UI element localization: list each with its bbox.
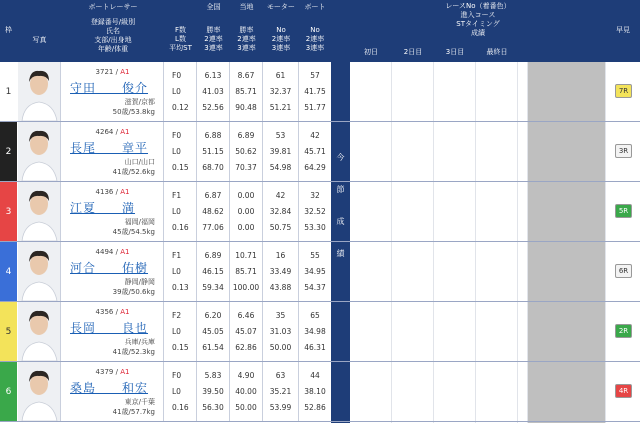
results-row-divider	[350, 182, 606, 242]
waku-number: 2	[0, 122, 17, 181]
national-stats-cell	[197, 182, 230, 241]
motor-stats-cell	[263, 122, 299, 181]
avg-st: 0.12	[172, 103, 189, 112]
registration-class: 4494 / A1	[95, 248, 130, 256]
racer-age-weight: 50歳/53.8kg	[112, 108, 155, 116]
boat-2nd-rate: 34.95	[304, 267, 326, 276]
waku-number: 4	[0, 242, 17, 301]
racer-branch-hometown: 福岡/福岡	[124, 218, 155, 226]
l-count: L0	[172, 87, 181, 96]
local-2nd-rate: 45.07	[235, 327, 257, 336]
local-stats-cell	[230, 242, 263, 301]
registration-number: 4356	[95, 308, 114, 316]
motor-no: 16	[275, 251, 286, 260]
boat-2nd-rate: 45.71	[304, 147, 326, 156]
boat-stats-cell	[299, 62, 331, 121]
racer-branch-hometown: 滋賀/京都	[124, 98, 155, 106]
boat-stats-cell	[299, 362, 331, 421]
racer-age-weight: 41歳/52.6kg	[112, 168, 155, 176]
header-result: 成績	[471, 29, 485, 37]
early-race-badge[interactable]: 5R	[615, 204, 632, 218]
national-2nd-rate: 51.15	[202, 147, 224, 156]
motor-3rd-rate: 50.00	[269, 343, 292, 352]
motor-3rd-rate: 53.99	[269, 403, 292, 412]
motor-no: 63	[275, 371, 286, 380]
racer-info	[62, 122, 164, 181]
registration-class: 4136 / A1	[95, 188, 130, 196]
early-race-column	[606, 62, 640, 423]
header-local: 当地	[239, 3, 254, 11]
local-stats-cell	[230, 122, 263, 181]
racer-branch-hometown: 静岡/静岡	[124, 278, 155, 286]
flst-cell	[164, 122, 197, 181]
header-photo: 写真	[32, 36, 47, 44]
racer-portrait-icon	[18, 122, 61, 181]
registration-number: 4264	[95, 128, 114, 136]
boat-stats-cell	[299, 122, 331, 181]
local-3rd-rate: 90.48	[235, 103, 257, 112]
racer-photo	[18, 122, 61, 181]
registration-number: 4494	[95, 248, 114, 256]
registration-class: 4264 / A1	[95, 128, 130, 136]
motor-no: 42	[275, 191, 286, 200]
boat-3rd-rate: 53.30	[304, 223, 326, 232]
results-row-divider	[350, 302, 606, 362]
national-win-rate: 6.89	[204, 251, 222, 260]
local-win-rate: 8.67	[237, 71, 255, 80]
early-race-badge[interactable]: 4R	[615, 384, 632, 398]
racer-branch-hometown: 兵庫/兵庫	[124, 338, 155, 346]
boat-stats-cell	[299, 182, 331, 241]
local-2nd-rate: 85.71	[235, 267, 257, 276]
registration-class: 4379 / A1	[95, 368, 130, 376]
motor-3rd-rate: 51.21	[269, 103, 292, 112]
session-results-grid	[350, 62, 606, 423]
header-boat-racer: ボートレーサー	[88, 3, 138, 11]
avg-st: 0.15	[172, 343, 189, 352]
national-3rd-rate: 68.70	[202, 163, 224, 172]
header-day1: 初日	[364, 48, 378, 56]
racer-info	[62, 242, 164, 301]
flst-cell	[164, 182, 197, 241]
racer-age-weight: 45歳/54.5kg	[112, 228, 155, 236]
boat-no: 42	[310, 131, 320, 140]
national-3rd-rate: 77.06	[202, 223, 224, 232]
national-win-rate: 6.13	[204, 71, 222, 80]
local-stats-cell	[230, 362, 263, 421]
local-2nd-rate: 50.62	[235, 147, 257, 156]
motor-3rd-rate: 54.98	[269, 163, 292, 172]
registration-number: 4136	[95, 188, 114, 196]
racer-photo	[18, 182, 61, 241]
flst-cell	[164, 302, 197, 361]
national-stats-cell	[197, 242, 230, 301]
waku-number: 1	[0, 62, 17, 121]
header-day2: 2日目	[403, 48, 423, 56]
header-race-no: レースNo（着番色）	[445, 2, 511, 10]
boat-no: 57	[310, 71, 320, 80]
early-race-badge[interactable]: 6R	[615, 264, 632, 278]
boat-2nd-rate: 41.75	[304, 87, 326, 96]
l-count: L0	[172, 327, 181, 336]
local-3rd-rate: 100.00	[232, 283, 260, 292]
header-course: 進入コース	[460, 11, 496, 19]
motor-3rd-rate: 43.88	[269, 283, 292, 292]
waku-number: 3	[0, 182, 17, 241]
motor-2nd-rate: 32.84	[269, 207, 292, 216]
motor-stats-cell	[263, 62, 299, 121]
racer-info	[62, 62, 164, 121]
boat-3rd-rate: 51.77	[304, 103, 326, 112]
racer-photo	[18, 362, 61, 421]
avg-st: 0.15	[172, 163, 189, 172]
early-race-badge[interactable]: 3R	[615, 144, 632, 158]
racer-photo	[18, 62, 61, 121]
registration-number: 3721	[95, 68, 114, 76]
motor-3rd-rate: 50.75	[269, 223, 292, 232]
national-stats-cell	[197, 62, 230, 121]
header-boat: ボート	[304, 3, 326, 11]
flst-cell	[164, 362, 197, 421]
racer-age-weight: 39歳/50.6kg	[112, 288, 155, 296]
national-win-rate: 6.87	[204, 191, 222, 200]
local-win-rate: 6.89	[237, 131, 255, 140]
racer-name-link[interactable]: 河合 佑樹	[70, 261, 149, 275]
motor-2nd-rate: 31.03	[269, 327, 292, 336]
motor-stats-cell	[263, 182, 299, 241]
header-waku: 枠	[5, 26, 12, 34]
f-count: F2	[172, 311, 182, 320]
boat-3rd-rate: 52.86	[304, 403, 326, 412]
national-2nd-rate: 48.62	[202, 207, 224, 216]
racer-info	[62, 362, 164, 421]
national-win-rate: 6.88	[204, 131, 222, 140]
racer-class: A1	[120, 368, 130, 376]
boat-2nd-rate: 38.10	[304, 387, 326, 396]
racer-photo	[18, 302, 61, 361]
local-2nd-rate: 85.71	[235, 87, 257, 96]
local-3rd-rate: 0.00	[237, 223, 255, 232]
early-race-badge[interactable]: 2R	[615, 324, 632, 338]
national-3rd-rate: 52.56	[202, 103, 224, 112]
motor-2nd-rate: 35.21	[269, 387, 292, 396]
national-3rd-rate: 61.54	[202, 343, 224, 352]
results-row-divider	[350, 62, 606, 122]
racer-age-weight: 41歳/52.3kg	[112, 348, 155, 356]
national-2nd-rate: 41.03	[202, 87, 224, 96]
registration-class: 3721 / A1	[95, 68, 130, 76]
local-3rd-rate: 70.37	[235, 163, 257, 172]
racer-class: A1	[120, 128, 130, 136]
motor-no: 53	[275, 131, 286, 140]
waku-number: 6	[0, 362, 17, 421]
racer-name-link[interactable]: 桑島 和宏	[70, 381, 149, 395]
f-count: F1	[172, 251, 182, 260]
early-row-divider	[606, 361, 640, 362]
header-national-sub: 勝率 2連率 3連率	[204, 26, 223, 52]
avg-st: 0.13	[172, 283, 189, 292]
l-count: L0	[172, 267, 181, 276]
separator-char: 節	[336, 185, 345, 194]
boat-3rd-rate: 64.29	[304, 163, 326, 172]
boat-stats-cell	[299, 302, 331, 361]
boat-no: 32	[310, 191, 320, 200]
flst-cell	[164, 62, 197, 121]
flst-cell	[164, 242, 197, 301]
racer-age-weight: 41歳/57.7kg	[112, 408, 155, 416]
local-3rd-rate: 62.86	[235, 343, 257, 352]
header-boat-sub: No 2連率 3連率	[305, 26, 325, 52]
separator-char: 績	[336, 249, 345, 258]
local-win-rate: 6.46	[237, 311, 255, 320]
header-day3: 3日目	[445, 48, 465, 56]
national-2nd-rate: 45.05	[202, 327, 224, 336]
national-3rd-rate: 59.34	[202, 283, 224, 292]
motor-2nd-rate: 33.49	[269, 267, 292, 276]
motor-no: 61	[275, 71, 286, 80]
local-win-rate: 4.90	[237, 371, 255, 380]
header-motor: モーター	[267, 3, 295, 11]
motor-stats-cell	[263, 362, 299, 421]
racer-name-link[interactable]: 江夏 満	[70, 201, 136, 215]
racer-name-link[interactable]: 長岡 良也	[70, 321, 149, 335]
local-stats-cell	[230, 302, 263, 361]
early-row-divider	[606, 121, 640, 122]
national-win-rate: 5.83	[204, 371, 222, 380]
racer-photo	[18, 242, 61, 301]
local-stats-cell	[230, 182, 263, 241]
racer-class: A1	[120, 188, 130, 196]
early-row-divider	[606, 301, 640, 302]
avg-st: 0.16	[172, 403, 189, 412]
local-stats-cell	[230, 62, 263, 121]
local-3rd-rate: 50.00	[235, 403, 257, 412]
avg-st: 0.16	[172, 223, 189, 232]
header-local-sub: 勝率 2連率 3連率	[237, 26, 256, 52]
header-final: 最終日	[486, 48, 508, 56]
header-motor-sub: No 2連率 3連率	[271, 26, 291, 52]
racer-class: A1	[120, 68, 130, 76]
results-row-divider	[350, 362, 606, 422]
local-win-rate: 0.00	[237, 191, 255, 200]
header-national: 全国	[206, 3, 221, 11]
results-row-divider	[350, 122, 606, 182]
header-early: 早見	[616, 26, 630, 34]
l-count: L0	[172, 147, 181, 156]
boat-3rd-rate: 54.37	[304, 283, 326, 292]
motor-stats-cell	[263, 242, 299, 301]
table-header-right	[350, 0, 640, 62]
l-count: L0	[172, 387, 181, 396]
boat-no: 44	[310, 371, 320, 380]
racer-portrait-icon	[18, 242, 61, 301]
racer-portrait-icon	[18, 182, 61, 241]
motor-no: 35	[275, 311, 286, 320]
header-st-timing: STタイミング	[456, 20, 500, 28]
early-row-divider	[606, 241, 640, 242]
results-row-divider	[350, 242, 606, 302]
racer-branch-hometown: 山口/山口	[124, 158, 155, 166]
f-count: F0	[172, 131, 182, 140]
separator-char: 成	[336, 217, 345, 226]
motor-2nd-rate: 39.81	[269, 147, 292, 156]
early-row-divider	[606, 421, 640, 422]
local-win-rate: 10.71	[235, 251, 257, 260]
f-count: F1	[172, 191, 182, 200]
national-stats-cell	[197, 122, 230, 181]
registration-class: 4356 / A1	[95, 308, 130, 316]
national-2nd-rate: 39.50	[202, 387, 224, 396]
local-2nd-rate: 40.00	[235, 387, 257, 396]
racer-branch-hometown: 東京/千葉	[124, 398, 155, 406]
racer-info	[62, 302, 164, 361]
national-2nd-rate: 46.15	[202, 267, 224, 276]
l-count: L0	[172, 207, 181, 216]
f-count: F0	[172, 371, 182, 380]
local-2nd-rate: 0.00	[237, 207, 255, 216]
boat-2nd-rate: 34.98	[304, 327, 326, 336]
national-stats-cell	[197, 302, 230, 361]
boat-stats-cell	[299, 242, 331, 301]
header-racer-info: 登録番号/級別 氏名 支部/出身地 年齢/体重	[90, 18, 136, 53]
header-flst: F数 L数 平均ST	[169, 26, 192, 52]
racer-class: A1	[120, 248, 130, 256]
racer-class: A1	[120, 308, 130, 316]
registration-number: 4379	[95, 368, 114, 376]
racer-portrait-icon	[18, 362, 61, 421]
racer-name-link[interactable]: 守田 俊介	[70, 81, 149, 95]
boat-no: 55	[310, 251, 320, 260]
racer-portrait-icon	[18, 302, 61, 361]
boat-3rd-rate: 46.31	[304, 343, 326, 352]
national-win-rate: 6.20	[204, 311, 222, 320]
early-row-divider	[606, 181, 640, 182]
national-stats-cell	[197, 362, 230, 421]
early-race-badge[interactable]: 7R	[615, 84, 632, 98]
boat-no: 65	[310, 311, 320, 320]
waku-number: 5	[0, 302, 17, 361]
f-count: F0	[172, 71, 182, 80]
boat-2nd-rate: 32.52	[304, 207, 326, 216]
racer-portrait-icon	[18, 62, 61, 121]
motor-2nd-rate: 32.37	[269, 87, 292, 96]
national-3rd-rate: 56.30	[202, 403, 224, 412]
racer-name-link[interactable]: 長尾 章平	[70, 141, 149, 155]
table-header-left	[0, 0, 331, 62]
separator-char: 今	[336, 153, 345, 162]
racer-info	[62, 182, 164, 241]
motor-stats-cell	[263, 302, 299, 361]
